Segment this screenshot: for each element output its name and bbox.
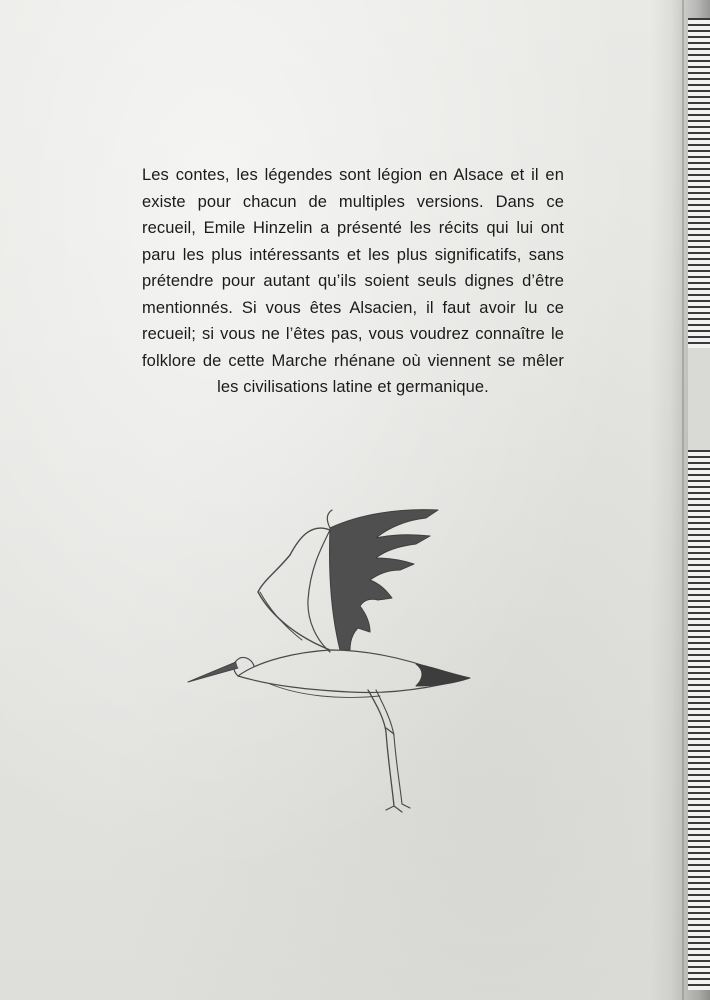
spiral-binding-bottom (688, 450, 710, 990)
binding-gap (688, 348, 710, 450)
cover-edge (682, 0, 684, 1000)
spiral-binding-top (688, 18, 710, 348)
stork-sketch-icon (180, 500, 480, 820)
back-cover-blurb: Les contes, les légendes sont légion en Alsace et il en existe pour chacun de multiples versions. Dans ce recueil, Emile Hinzelin a présenté les récits qui lui ont paru les plus intéressants et les plus significatifs, sans prétendre pour autant qu’ils soient seuls dignes d’être mentionnés. Si vous êtes Alsacien, il faut avoir lu ce recueil; si vous ne l’êtes pas, vous voudrez connaître le folklore de cette Marche rhénane où viennent se mêler les civilisations latine et germanique. (142, 166, 564, 396)
